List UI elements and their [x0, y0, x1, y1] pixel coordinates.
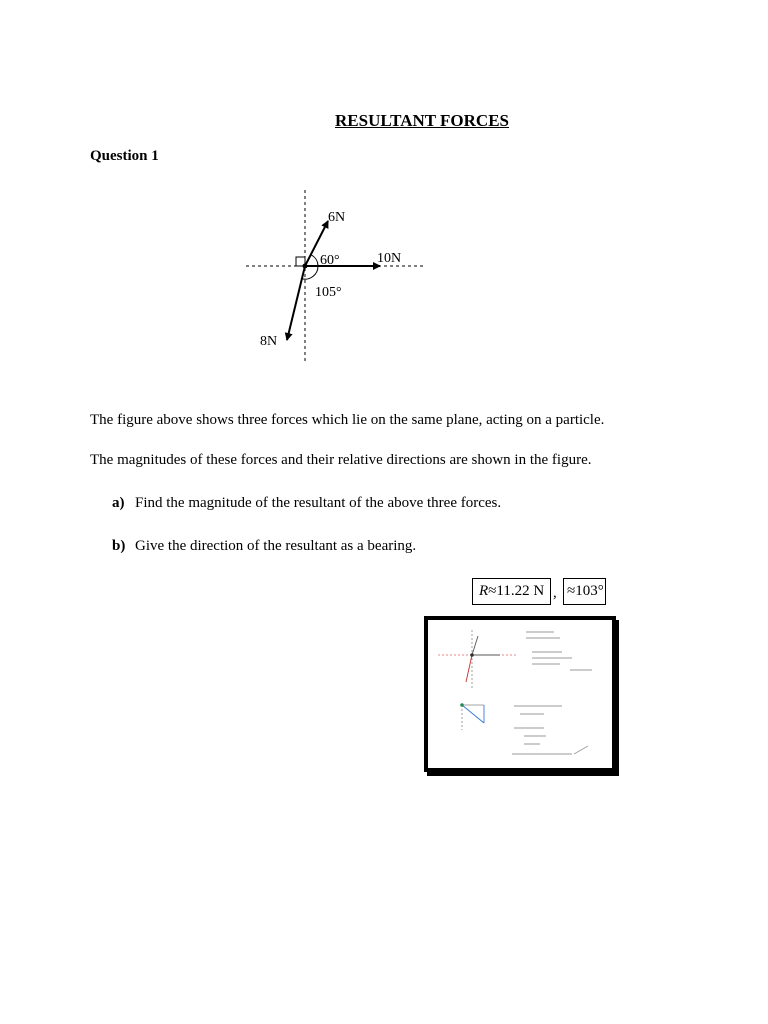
- question-heading: Question 1: [90, 148, 159, 164]
- question-item-b: [112, 538, 416, 555]
- item-text: Give the direction of the resultant as a bearing.: [135, 538, 417, 554]
- answer-magnitude-box: [472, 578, 551, 605]
- handwritten-solution-image: [424, 616, 616, 772]
- force-arrow-8n: [287, 266, 305, 340]
- handwritten-solution-sketch: [428, 620, 612, 768]
- answer-separator: ,: [553, 585, 557, 601]
- item-label: a): [112, 495, 125, 511]
- force-label-8n: 8N: [260, 334, 278, 349]
- answer-bearing-box: ≈103°: [563, 578, 606, 605]
- page-title: RESULTANT FORCES: [335, 111, 509, 130]
- force-label-10n: 10N: [377, 251, 402, 266]
- item-label: b): [112, 538, 126, 554]
- question-item-a: [112, 495, 501, 512]
- force-diagram: [230, 185, 440, 365]
- resultant-symbol: R: [479, 583, 489, 599]
- angle-label-60: 60°: [320, 253, 340, 268]
- resultant-value: ≈11.22 N: [488, 583, 545, 599]
- paragraph-1: The figure above shows three forces which lie on the same plane, acting on a particle.: [90, 412, 605, 428]
- item-text: Find the magnitude of the resultant of the above three forces.: [135, 495, 502, 511]
- particle: [303, 264, 308, 269]
- paragraph-2: The magnitudes of these forces and their relative directions are shown in the figure.: [90, 452, 592, 468]
- angle-label-105: 105°: [315, 285, 342, 300]
- angle-arc-60: [312, 255, 319, 266]
- force-label-6n: 6N: [328, 210, 346, 225]
